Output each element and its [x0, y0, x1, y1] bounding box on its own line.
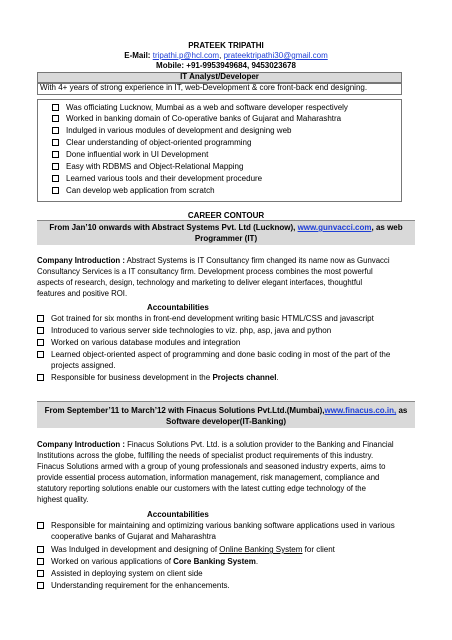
job1-company-link[interactable]: www.gunvacci.com — [297, 223, 372, 232]
checkbox-bullet-icon — [52, 115, 59, 122]
skill-item: Was officiating Lucknow, Mumbai as a web and software developer respectively — [52, 103, 348, 113]
job1-role: Programmer (IT) — [194, 234, 258, 243]
job2-header: From September’11 to March’12 with Finacus Solutions Pvt.Ltd.(Mumbai),www.finacus.co.in, as — [44, 406, 408, 415]
checkbox-bullet-icon — [52, 104, 59, 111]
email-separator: , — [219, 51, 222, 60]
skill-item: Indulged in various modules of development and designing web — [52, 126, 291, 136]
job2-intro-line: statutory reporting solutions enable our customers with the latest cutting edge technology of the — [37, 484, 366, 493]
email-label: E-Mail: — [124, 51, 151, 60]
job2-accountability-item: Was Indulged in development and designing of Online Banking System for client — [37, 545, 335, 555]
job1-accountability-item: Got trained for six months in front-end development writing basic HTML/CSS and javascript — [37, 314, 374, 324]
job2-accountabilities-heading: Accountabilities — [147, 510, 209, 519]
checkbox-bullet-icon — [37, 351, 44, 358]
job2-accountability-item: Responsible for maintaining and optimizing various banking software applications used in various — [37, 521, 395, 531]
job1-accountability-item: Learned object-oriented aspect of programming and done basic coding in most of the part of the — [37, 350, 390, 360]
checkbox-bullet-icon — [37, 582, 44, 589]
checkbox-bullet-icon — [37, 570, 44, 577]
job1-accountability-item: Worked on various database modules and integration — [37, 338, 240, 348]
role-title: IT Analyst/Developer — [180, 72, 259, 81]
job2-intro-line: Finacus Solutions armed with a group of young professionals and seasoned industry experts, aims to — [37, 462, 386, 471]
checkbox-bullet-icon — [37, 327, 44, 334]
job2-intro-line: Company Introduction : Finacus Solutions Pvt. Ltd. is a solution provider to the Banking and Financial — [37, 440, 394, 449]
checkbox-bullet-icon — [52, 163, 59, 170]
job1-accountability-item: Introduced to various server side technologies to viz. php, asp, java and python — [37, 326, 331, 336]
job1-intro-line: Company Introduction : Abstract Systems is IT Consultancy firm changed its name now as Gunvacci — [37, 256, 390, 265]
checkbox-bullet-icon — [52, 175, 59, 182]
checkbox-bullet-icon — [52, 127, 59, 134]
checkbox-bullet-icon — [37, 374, 44, 381]
job2-accountability-continuation: cooperative banks of Gujarat and Maharashtra — [51, 532, 216, 541]
checkbox-bullet-icon — [37, 339, 44, 346]
job2-intro-line: Institutions across the globe, fulfilling the needs of specialist product requirements of this industry. — [37, 451, 374, 460]
job2-accountability-item: Assisted in deploying system on client side — [37, 569, 203, 579]
skill-item: Easy with RDBMS and Object-Relational Mapping — [52, 162, 243, 172]
checkbox-bullet-icon — [52, 187, 59, 194]
skill-item: Worked in banking domain of Co-operative banks of Gujarat and Maharashtra — [52, 114, 341, 124]
email-link-2[interactable]: prateektripathi30@gmail.com — [223, 51, 328, 60]
email-link-1[interactable]: tripathi.p@hcl.com — [152, 51, 220, 60]
skill-item: Can develop web application from scratch — [52, 186, 215, 196]
job2-company-link[interactable]: www.finacus.co.in, — [324, 406, 397, 415]
job2-intro-line: highest quality. — [37, 495, 89, 504]
job1-intro-label: Company Introduction : — [37, 256, 125, 265]
job2-accountability-item: Worked on various applications of Core Banking System. — [37, 557, 258, 567]
job1-intro-line: features and positive ROI. — [37, 289, 128, 298]
job1-accountabilities-heading: Accountabilities — [147, 303, 209, 312]
job2-intro-line: provide essential process automation, information management, risk management, compliance and — [37, 473, 380, 482]
email-line — [0, 51, 452, 61]
job1-header: From Jan’10 onwards with Abstract Systems Pvt. Ltd (Lucknow), www.gunvacci.com, as web — [49, 223, 403, 232]
job2-accountability-item: Understanding requirement for the enhancements. — [37, 581, 230, 591]
checkbox-bullet-icon — [52, 139, 59, 146]
checkbox-bullet-icon — [37, 315, 44, 322]
skill-item: Done influential work in UI Development — [52, 150, 208, 160]
job1-intro-line: Consultancy Services is a IT consultancy firm. Development process combines the most powerful — [37, 267, 373, 276]
candidate-name: PRATEEK TRIPATHI — [188, 41, 264, 50]
job1-accountability-continuation: projects assigned. — [51, 361, 116, 370]
job2-intro-label: Company Introduction : — [37, 440, 125, 449]
career-heading: CAREER CONTOUR — [187, 211, 265, 220]
job2-role: Software developer(IT-Banking) — [165, 417, 287, 426]
summary-text: With 4+ years of strong experience in IT, web-Development & core front-back end designing. — [40, 83, 368, 92]
checkbox-bullet-icon — [52, 151, 59, 158]
checkbox-bullet-icon — [37, 522, 44, 529]
mobile-line: Mobile: +91-9953949684, 9453023678 — [156, 61, 296, 70]
skill-item: Clear understanding of object-oriented programming — [52, 138, 251, 148]
checkbox-bullet-icon — [37, 546, 44, 553]
job1-accountability-item: Responsible for business development in the Projects channel. — [37, 373, 279, 383]
skill-item: Learned various tools and their development procedure — [52, 174, 262, 184]
job1-intro-line: aspects of research, design, technology and marketing to deliver elegant interfaces, thoughtful — [37, 278, 363, 287]
checkbox-bullet-icon — [37, 558, 44, 565]
